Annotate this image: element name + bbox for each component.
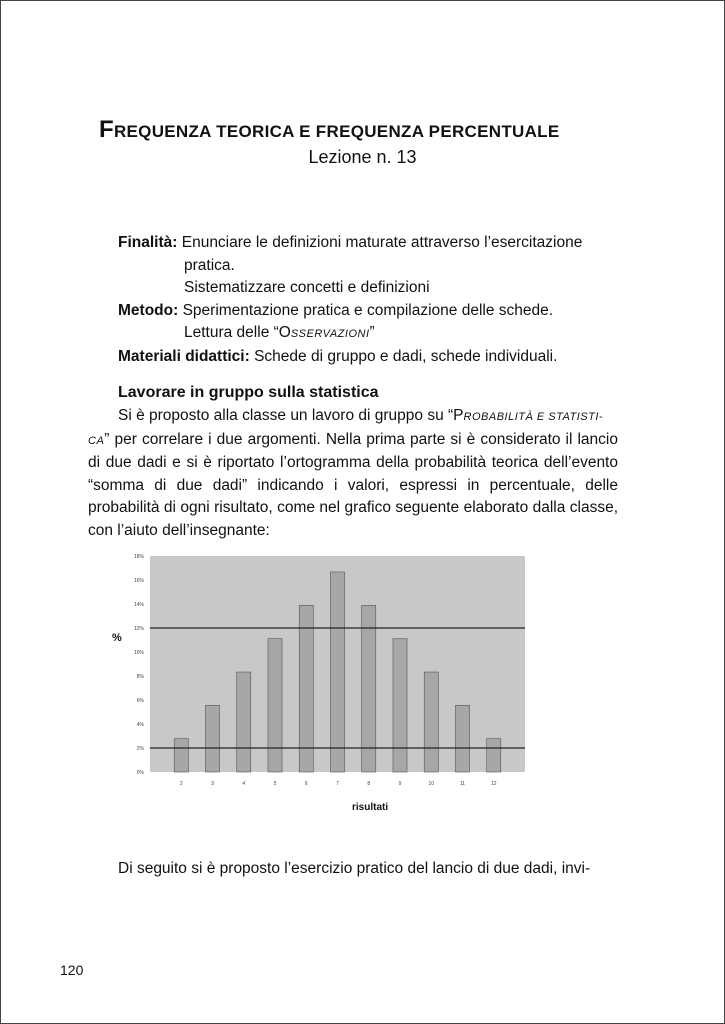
- bar: [424, 672, 438, 772]
- bar: [174, 739, 188, 772]
- finalita-row: [118, 232, 620, 255]
- x-tick-label: 4: [242, 781, 246, 787]
- bar: [362, 605, 376, 772]
- chart-svg: [105, 548, 535, 798]
- bar: [299, 605, 313, 772]
- finalita-label: Finalità:: [118, 234, 178, 251]
- section-title: Lavorare in gruppo sulla statistica: [118, 384, 379, 401]
- metodo-text-2: Lettura delle “OSSERVAZIONI”: [184, 324, 375, 341]
- y-tick-label: 14%: [133, 602, 144, 608]
- x-tick-label: 5: [273, 781, 277, 787]
- page-number: 120: [60, 962, 84, 978]
- page-title: FREQUENZA TEORICA E FREQUENZA PERCENTUALE: [99, 116, 560, 143]
- body-paragraph: Si è proposto alla classe un lavoro di gruppo su “PROBABILITÀ E STATISTI- CA” per correlare i due argomenti. Nella prima parte si è considerato il lancio di due dadi e si è riportato l’ortogramma della probabilità teorica dell’evento “somma di due dadi” indicando i valori, espressi in percentuale, delle probabilità di ogni risultato, come nel grafico seguente elaborato dalla classe, con l’aiuto dell’insegnante:: [88, 407, 618, 539]
- chart-x-label: risultati: [352, 802, 389, 813]
- materiali-row: [118, 346, 620, 369]
- x-tick-label: 7: [336, 781, 339, 787]
- x-tick-label: 12: [490, 781, 497, 787]
- bar: [268, 639, 282, 772]
- x-tick-label: 8: [367, 781, 371, 787]
- y-tick-label: 4%: [136, 722, 144, 728]
- metodo-label: Metodo:: [118, 301, 179, 319]
- materiali-label: Materiali didattici:: [118, 347, 250, 365]
- y-tick-label: 16%: [133, 578, 144, 584]
- lesson-meta: [118, 232, 620, 368]
- y-tick-label: 6%: [136, 698, 144, 704]
- bar: [393, 639, 407, 772]
- bar: [330, 572, 344, 772]
- chart-y-label: %: [112, 632, 122, 644]
- metodo-text-1: Sperimentazione pratica e compilazione delle schede.: [182, 301, 554, 319]
- metodo-row: [118, 300, 620, 323]
- finalita-text-1: Enunciare le definizioni maturate attraverso l’esercitazione: [181, 234, 583, 251]
- materiali-text: Schede di gruppo e dadi, schede individuali.: [254, 347, 558, 365]
- y-tick-label: 10%: [133, 650, 144, 656]
- bar-chart: [105, 548, 535, 833]
- y-tick-label: 12%: [133, 626, 144, 632]
- x-tick-label: 9: [398, 781, 402, 787]
- x-tick-label: 11: [459, 781, 466, 787]
- x-tick-label: 3: [211, 781, 214, 787]
- y-tick-label: 8%: [136, 674, 144, 680]
- y-tick-label: 18%: [133, 554, 144, 560]
- bar: [205, 705, 219, 772]
- bar: [487, 739, 501, 772]
- x-tick-label: 6: [304, 781, 308, 787]
- bottom-text: Di seguito si è proposto l’esercizio pratico del lancio di due dadi, invi-: [118, 860, 591, 877]
- x-tick-label: 10: [428, 781, 435, 787]
- y-tick-label: 0%: [136, 770, 144, 776]
- bar: [455, 705, 469, 772]
- lesson-number: Lezione n. 13: [308, 147, 417, 167]
- finalita-text-2: pratica.: [184, 256, 235, 274]
- bar: [237, 672, 251, 772]
- x-tick-label: 2: [179, 781, 183, 787]
- y-tick-label: 2%: [136, 746, 144, 752]
- finalita-text-3: Sistematizzare concetti e definizioni: [184, 279, 430, 296]
